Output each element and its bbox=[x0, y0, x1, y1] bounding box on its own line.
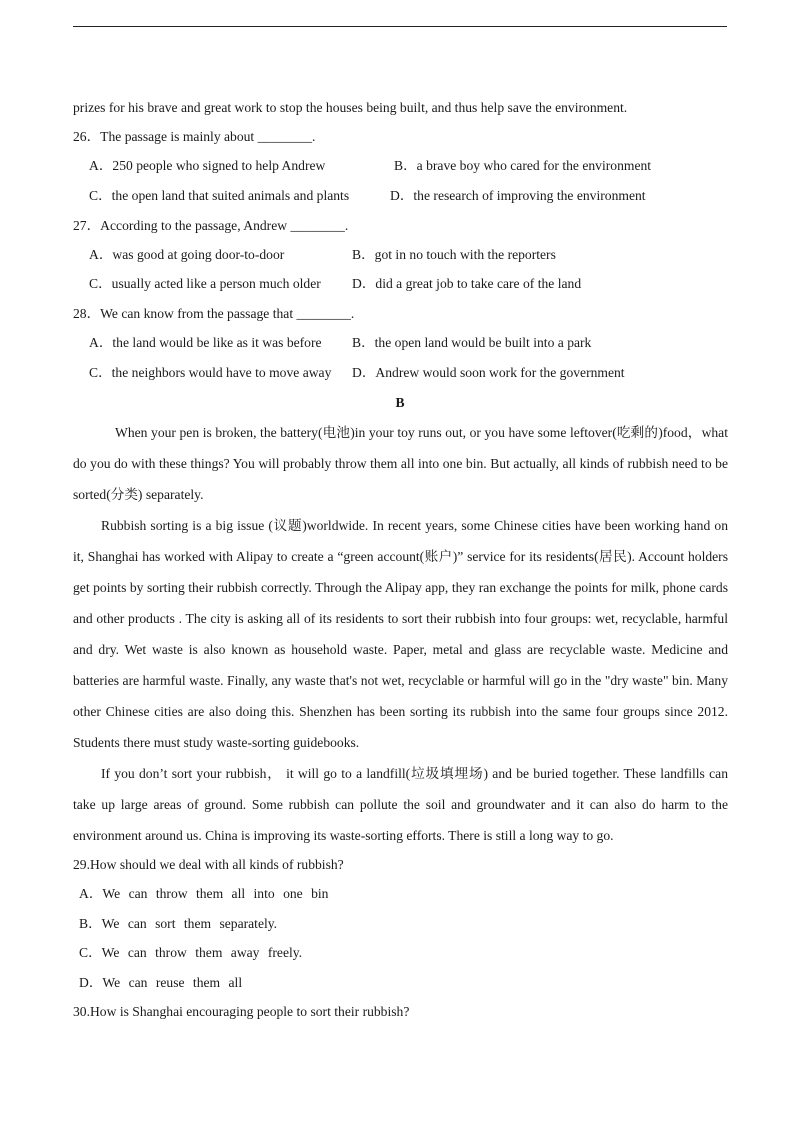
question-28-stem: 28．We can know from the passage that ________. bbox=[73, 306, 355, 321]
header-rule bbox=[73, 26, 727, 27]
question-27-stem: 27．According to the passage, Andrew ________. bbox=[73, 218, 349, 233]
question-29-stem: 29.How should we deal with all kinds of rubbish? bbox=[73, 857, 344, 872]
question-26-option-c: C．the open land that suited animals and plants bbox=[89, 188, 350, 203]
question-29-option-c: C．We can throw them away freely. bbox=[79, 945, 303, 960]
question-28-option-c: C．the neighbors would have to move away bbox=[89, 365, 332, 380]
passage-b-paragraph-3: If you don’t sort your rubbish， it will go to a landfill(垃圾填埋场) and be buried together. These landfills can take up large areas of ground. Some rubbish can pollute the soil and groundwater and it can also do harm to the environment around us. China is improving its waste-sorting efforts. There is still a long way to go. bbox=[73, 766, 728, 843]
question-29-option-d: D．We can reuse them all bbox=[79, 975, 243, 990]
passage-b bbox=[73, 417, 728, 851]
question-26-stem: 26．The passage is mainly about ________. bbox=[73, 129, 316, 144]
question-29-option-a: A．We can throw them all into one bin bbox=[79, 886, 329, 901]
question-28-option-a: A．the land would be like as it was before bbox=[89, 335, 322, 350]
question-29-option-b: B．We can sort them separately. bbox=[79, 916, 278, 931]
section-b-title: B bbox=[395, 395, 405, 410]
question-27-option-c: C．usually acted like a person much older bbox=[89, 276, 321, 291]
question-27-option-d: D．did a great job to take care of the land bbox=[352, 276, 582, 291]
question-27-option-b: B．got in no touch with the reporters bbox=[352, 247, 556, 262]
passage-b-paragraph-2: Rubbish sorting is a big issue (议题)worldwide. In recent years, some Chinese cities have been working hand on it, Shanghai has worked with Alipay to create a “green account(账户)” service for its residents(居民). Account holders get points by sorting their rubbish correctly. Through the Alipay app, they ran exchange the points for milk, phone cards and other products . The city is asking all of its residents to sort their rubbish into four groups: wet, recyclable, harmful and dry. Wet waste is also known as household waste. Paper, metal and glass are recyclable waste. Medicine and batteries are harmful waste. Finally, any waste that's not wet, recyclable or harmful will go in the "dry waste" bin. Many other Chinese cities are also doing this. Shenzhen has been sorting its rubbish into the same four groups since 2012. Students there must study waste-sorting guidebooks. bbox=[73, 518, 728, 750]
question-26-option-b: B．a brave boy who cared for the environment bbox=[394, 158, 652, 173]
question-28-option-b: B．the open land would be built into a park bbox=[352, 335, 592, 350]
passage-a-last-line: prizes for his brave and great work to stop the houses being built, and thus help save the environment. bbox=[73, 100, 628, 115]
question-28-option-d: D．Andrew would soon work for the government bbox=[352, 365, 625, 380]
question-26-option-d: D．the research of improving the environment bbox=[390, 188, 646, 203]
question-30-stem: 30.How is Shanghai encouraging people to sort their rubbish? bbox=[73, 1004, 410, 1019]
passage-b-paragraph-1: When your pen is broken, the battery(电池)in your toy runs out, or you have some leftover(吃剩的)food，what do you do with these things? You will probably throw them all into one bin. But actually, all kinds of rubbish need to be sorted(分类) separately. bbox=[73, 425, 728, 502]
question-26-option-a: A．250 people who signed to help Andrew bbox=[89, 158, 326, 173]
question-27-option-a: A．was good at going door-to-door bbox=[89, 247, 285, 262]
